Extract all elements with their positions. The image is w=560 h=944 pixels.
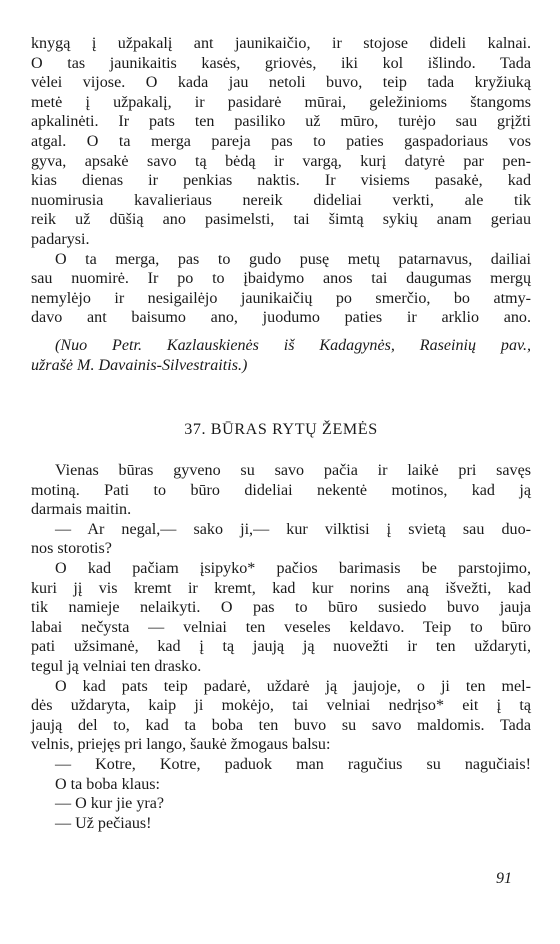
text-line: labai nečysta — velniai ten veseles keldavo. Teip to būro <box>31 618 531 636</box>
text-line: padarysi. <box>31 230 90 248</box>
text-line: kias dienas ir penkias naktis. Ir visiems pasakė, kad <box>31 172 531 190</box>
text-line: vėlei vijose. O kada jau netoli buvo, teip tada kryžiuką <box>31 74 531 92</box>
text-line: gyva, apsakė savo tą bėdą ir vargą, kurį datyrė par pen- <box>31 152 531 170</box>
page-content <box>31 34 531 833</box>
text-line: velnis, priejęs pri lango, šaukė žmogaus balsu: <box>31 736 331 754</box>
text-line: tik namieje nelaikyti. O pas to būro susiedo buvo jauja <box>31 599 531 617</box>
text-line: atgal. O ta merga pareja pas to paties gaspadoriaus vos <box>31 132 531 150</box>
text-line: O ta merga, pas to gudo pusę metų patarnavus, dailiai <box>55 250 531 268</box>
page-number: 91 <box>496 870 512 887</box>
text-line: Vienas būras gyveno su savo pačia ir laikė pri savęs <box>55 462 531 480</box>
text-line: nemylėjo ir nesigailėjo jaunikaičių po smerčio, bo atmy- <box>31 289 531 307</box>
text-line: dės uždaryta, kaip ji mokėjo, tai velniai nedrįso* eit į tą <box>31 697 531 715</box>
text-line: jaują del to, kad ta boba ten buvo su savo maldomis. Tada <box>31 716 531 734</box>
text-line: — Kotre, Kotre, paduok man ragučius su nagučiais! <box>55 756 531 773</box>
text-line: O tas jaunikaitis kasės, griovės, iki kol išlindo. Tada <box>31 54 531 72</box>
text-line: metė į užpakalį, ir pasidarė mūrai, geležinioms štangoms <box>31 93 531 111</box>
story-37-text <box>31 461 531 833</box>
text-line: knygą į užpakalį ant jaunikaičio, ir stojose dideli kalnai. <box>31 35 531 52</box>
text-line: davo ant baisumo ano, juodumo paties ir arklio ano. <box>31 309 531 327</box>
text-line: O kad pats teip padarė, uždarė ją jaujoje, o ji ten mel- <box>55 677 531 695</box>
text-line: (Nuo Petr. Kazlauskienės iš Kadagynės, Raseinių pav., <box>55 336 531 354</box>
text-line: užrašė M. Davainis-Silvestraitis.) <box>31 356 248 374</box>
text-line: kuri jį vis kremt ir kremt, kad kur norins aną išvežti, kad <box>31 579 531 597</box>
text-line: darmais maitin. <box>31 501 132 519</box>
text-line: nuomirusia kavalieriaus nereik dideliai verkti, ale tik <box>31 191 531 209</box>
text-line: — Ar negal,— sako ji,— kur vilktisi į svietą sau duo- <box>55 520 531 538</box>
text-line: nos storotis? <box>31 540 112 558</box>
story-36-ending <box>31 34 531 328</box>
source-citation <box>31 336 531 375</box>
text-line: apkalinėti. Ir pats ten pasiliko už mūro, turėjo sau grįžti <box>31 113 531 131</box>
text-line: motiną. Pati to būro dideliai nekentė motinos, kad ją <box>31 481 531 499</box>
text-line: O kad pačiam įsipyko* pačios barimasis be parstojimo, <box>55 560 531 578</box>
text-line: — Už pečiaus! <box>55 814 152 832</box>
chapter-heading: 37. BŪRAS RYTŲ ŽEMĖS <box>184 421 378 439</box>
text-line: pati užsimanė, kad į tą jaują ją nuovežti ir ten uždaryti, <box>31 638 531 656</box>
text-line: — O kur jie yra? <box>55 795 165 813</box>
text-line: reik už dūšią ano pasimelsti, tai šimtą sykių anam geriau <box>31 211 531 229</box>
text-line: sau nuomirė. Ir po to įbaidymo anos tai daugumas mergų <box>31 270 531 288</box>
text-line: O ta boba klaus: <box>55 775 161 793</box>
text-line: tegul ją velniai ten drasko. <box>31 658 202 676</box>
